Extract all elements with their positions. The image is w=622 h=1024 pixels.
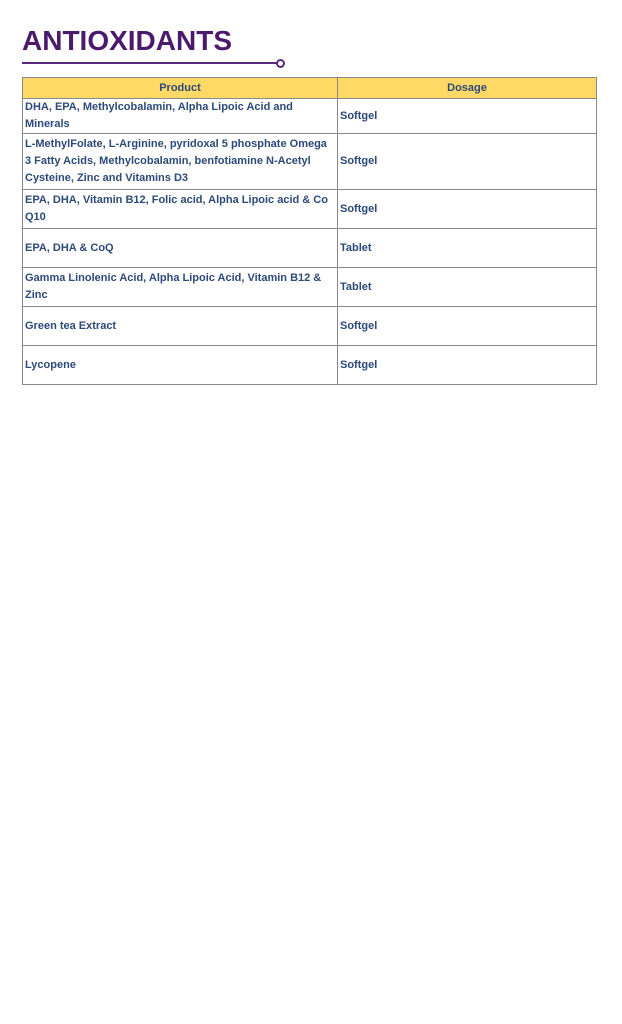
product-cell: EPA, DHA, Vitamin B12, Folic acid, Alpha Lipoic acid & Co Q10 xyxy=(23,190,338,229)
table-header-row xyxy=(23,78,597,99)
product-cell: Gamma Linolenic Acid, Alpha Lipoic Acid, Vitamin B12 & Zinc xyxy=(23,268,338,307)
table-row xyxy=(23,268,597,307)
column-header-dosage: Dosage xyxy=(338,78,597,99)
product-cell: Green tea Extract xyxy=(23,307,338,346)
table-row xyxy=(23,307,597,346)
table-row xyxy=(23,134,597,190)
table-row xyxy=(23,190,597,229)
title-underline-dot xyxy=(276,59,285,68)
product-cell: EPA, DHA & CoQ xyxy=(23,229,338,268)
dosage-cell: Softgel xyxy=(338,99,597,134)
dosage-cell: Softgel xyxy=(338,346,597,385)
title-underline xyxy=(22,62,278,64)
table-row xyxy=(23,229,597,268)
product-cell: DHA, EPA, Methylcobalamin, Alpha Lipoic Acid and Minerals xyxy=(23,99,338,134)
table-row xyxy=(23,99,597,134)
product-cell: L-MethylFolate, L-Arginine, pyridoxal 5 phosphate Omega 3 Fatty Acids, Methylcobalamin, benfotiamine N-Acetyl Cysteine, Zinc and Vitamins D3 xyxy=(23,134,338,190)
product-cell: Lycopene xyxy=(23,346,338,385)
table-row xyxy=(23,346,597,385)
column-header-product: Product xyxy=(23,78,338,99)
dosage-cell: Tablet xyxy=(338,229,597,268)
dosage-cell: Tablet xyxy=(338,268,597,307)
dosage-cell: Softgel xyxy=(338,307,597,346)
page-title: ANTIOXIDANTS xyxy=(22,25,232,56)
products-table xyxy=(22,77,597,385)
dosage-cell: Softgel xyxy=(338,190,597,229)
dosage-cell: Softgel xyxy=(338,134,597,190)
